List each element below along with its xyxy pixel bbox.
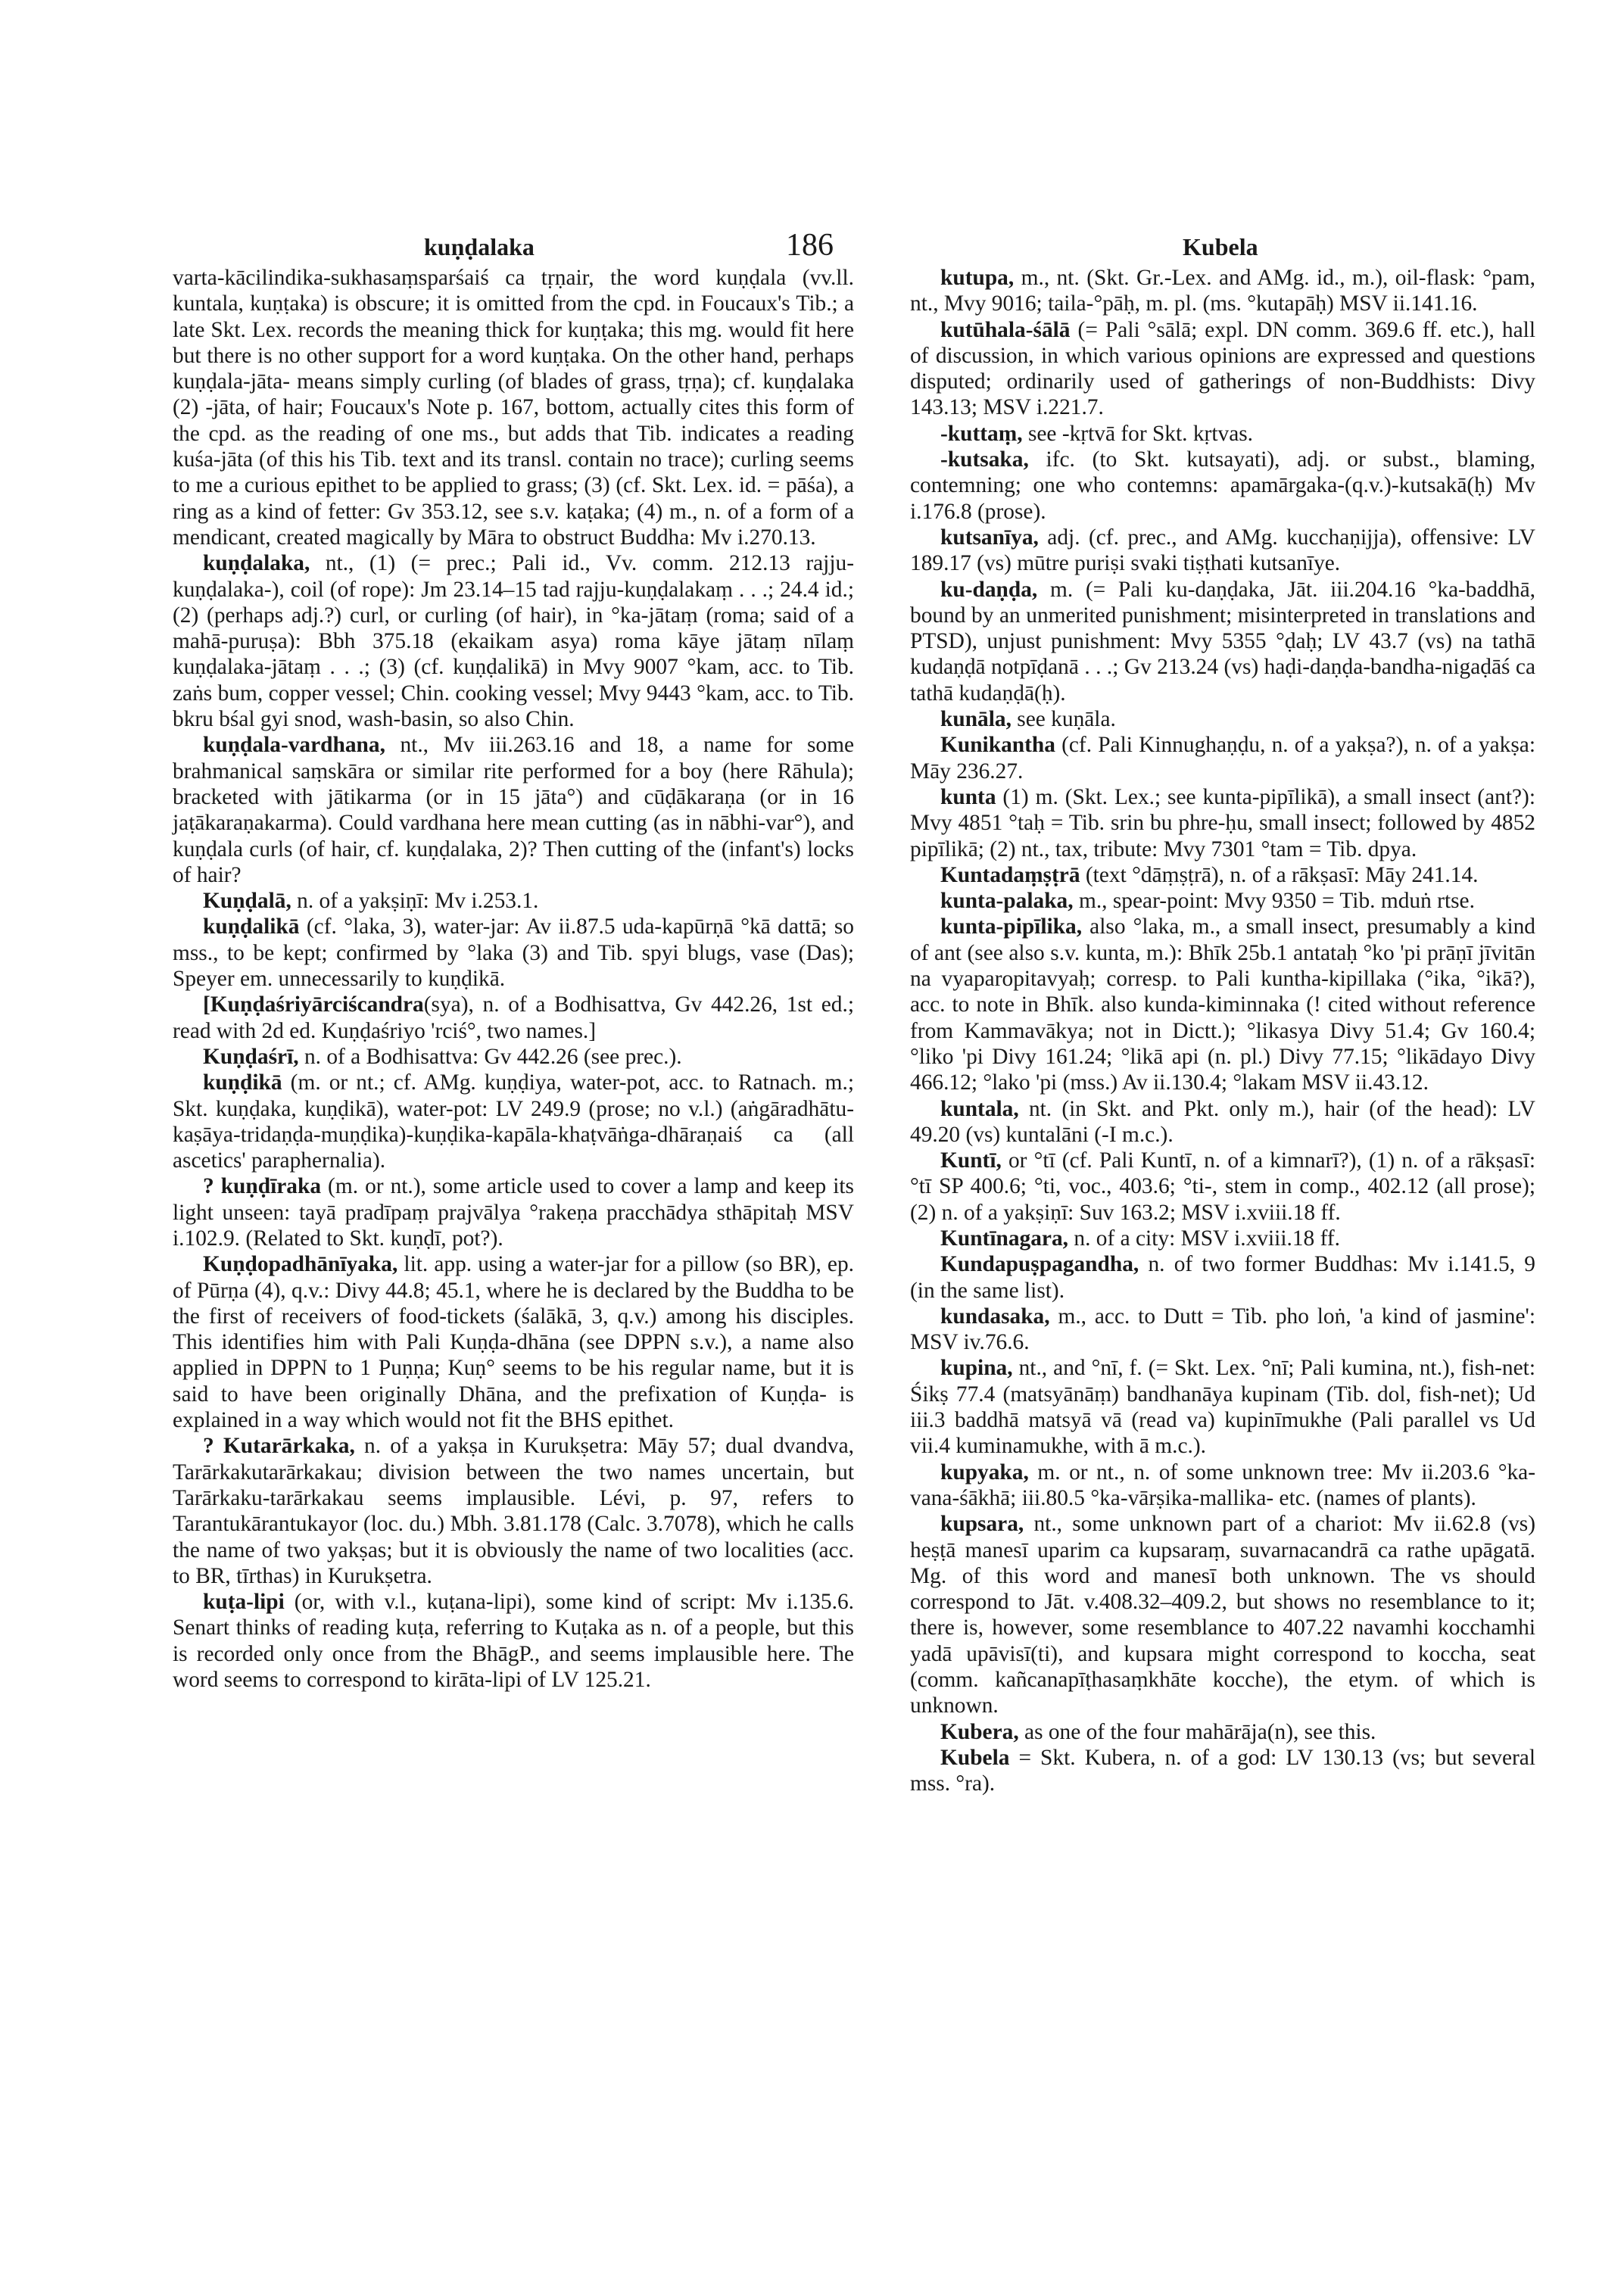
dictionary-entry [173, 550, 854, 732]
entry-headword: kupina, [940, 1356, 1013, 1381]
dictionary-entry [910, 1251, 1535, 1304]
dictionary-entry [910, 1719, 1535, 1745]
entry-text: see kuṇāla. [1011, 707, 1116, 732]
entry-text: n. of a yakṣa in Kurukṣetra: Māy 57; dual dvandva, Tarārkakutarārkakau; division between the two names uncertain, but Tarārkaku-tarārkakau seems implausible. Lévi, p. 97, refers to Tarantukārantukayor (loc. du.) Mbh. 3.81.178 (Calc. 3.7078), which he calls the name of two yakṣas; but it is obviously the name of two localities (acc. to BR, tīrthas) in Kurukṣetra. [173, 1434, 854, 1588]
entry-headword: Kuntadaṃṣṭrā [940, 862, 1080, 887]
dictionary-entry [173, 1433, 854, 1589]
entry-headword: Kuṇḍalā, [203, 889, 291, 914]
running-head-right: Kubela [1183, 233, 1258, 260]
dictionary-entry [173, 992, 854, 1044]
entry-text: as one of the four mahārāja(n), see this. [1018, 1719, 1376, 1744]
entry-headword: Kuntī, [940, 1148, 1002, 1173]
dictionary-entry [910, 265, 1535, 317]
entry-text: n. of a yakṣiṇī: Mv i.253.1. [291, 889, 539, 914]
entry-text: nt., and °nī, f. (= Skt. Lex. °nī; Pali kumina, nt.), fish-net: Śikṣ 77.4 (matsyānāṃ) bandhanāya kupinam (Tib. dol, fish-net); Ud iii.3 baddhā matsyā vā (read va) kupinīmukhe (Pali parallel vs Ud vii.4 kuminamukhe, with ā m.c.). [910, 1356, 1535, 1459]
dictionary-entry [173, 732, 854, 888]
entry-headword: kuṇḍikā [203, 1070, 282, 1095]
entry-headword: Kuṇḍopadhānīyaka, [203, 1252, 398, 1277]
entry-headword: ? kuṇḍīraka [203, 1174, 322, 1199]
entry-text: adj. (cf. prec., and AMg. kucchaṇijja), offensive: LV 189.17 (vs) mūtre puriṣi svaki tiṣṭhati kutsanīye. [910, 525, 1535, 576]
entry-text: (m. or nt.; cf. AMg. kuṇḍiya, water-pot, acc. to Ratnach. m.; Skt. kuṇḍaka, kuṇḍikā), water-pot: LV 249.9 (prose; no v.l.) (aṅgāradhātu-kaṣāya-tridaṇḍa-muṇḍika)-kuṇḍika-kapāla-khaṭvāṅga-dhāraṇaiś ca (all ascetics' paraphernalia). [173, 1070, 854, 1173]
entry-headword: Kunikantha [940, 733, 1055, 758]
entry-text: n. of two former Buddhas: Mv i.141.5, 9 (in the same list). [910, 1252, 1535, 1303]
entry-headword: kunāla, [940, 707, 1011, 732]
entry-headword: kupyaka, [940, 1460, 1029, 1485]
entry-headword: kunta-palaka, [940, 889, 1074, 914]
entry-headword: Kubela [940, 1745, 1010, 1770]
dictionary-entry [173, 914, 854, 992]
dictionary-entry [910, 1745, 1535, 1797]
dictionary-entry [910, 1355, 1535, 1459]
entry-headword: kuṇḍala-vardhana, [203, 733, 385, 758]
entry-text: (text °dāṃṣṭrā), n. of a rākṣasī: Māy 241.14. [1080, 862, 1479, 887]
dictionary-entry [173, 888, 854, 914]
entry-text: nt., (1) (= prec.; Pali id., Vv. comm. 212.13 rajju-kuṇḍalaka-), coil (of rope): Jm 23.14–15 tad rajju-kuṇḍalakaṃ . . .; 24.4 id.; (2) (perhaps adj.?) curl, or curling (of hair), in °ka-jātaṃ (roma; said of a mahā-puruṣa): Bbh 375.18 (ekaikam asya) roma kāye jātaṃ nīlaṃ kuṇḍalaka-jātaṃ . . .; (3) (cf. kuṇḍalikā) in Mvy 9007 °kam, acc. to Tib. zaṅs bum, copper vessel; Chin. cooking vessel; Mvy 9443 °kam, acc. to Tib. bkru bśal gyi snod, wash-basin, so also Chin. [173, 551, 854, 732]
entry-text: (= Pali °sālā; expl. DN comm. 369.6 ff. etc.), hall of discussion, in which various opinions are expressed and questions disputed; ordinarily used of gatherings of non-Buddhists: Divy 143.13; MSV i.221.7. [910, 317, 1535, 420]
dictionary-entry [910, 888, 1535, 914]
entry-headword: kunta [940, 784, 996, 809]
entry-text: = Skt. Kubera, n. of a god: LV 130.13 (vs; but several mss. °ra). [910, 1745, 1535, 1796]
entry-headword: kutupa, [940, 266, 1015, 290]
dictionary-entry [910, 1226, 1535, 1251]
left-column [173, 265, 854, 1693]
dictionary-entry [173, 1044, 854, 1070]
dictionary-entry [910, 706, 1535, 732]
entry-text: lit. app. using a water-jar for a pillow (so BR), ep. of Pūrṇa (4), q.v.: Divy 44.8; 45.1, where he is declared by the Buddha to be the first of receivers of food-tickets (śalākā, 3, q.v.) among his disciples. This identifies him with Pali Kuṇḍa-dhāna (see DPPN s.v.), a name also applied in DPPN to 1 Puṇṇa; Kuṇ° seems to be his regular name, but it is said to have been originally Dhāna, and the prefixation of Kuṇḍa- is explained in a way which would not fit the BHS epithet. [173, 1252, 854, 1433]
entry-headword: ku-daṇḍa, [940, 577, 1038, 602]
dictionary-entry [910, 447, 1535, 525]
right-column [910, 265, 1535, 1797]
dictionary-entry [910, 732, 1535, 784]
entry-headword: kutsanīya, [940, 525, 1039, 550]
entry-text: see -kṛtvā for Skt. kṛtvas. [1022, 421, 1254, 446]
entry-headword: Kubera, [940, 1719, 1019, 1744]
entry-text: nt. (in Skt. and Pkt. only m.), hair (of the head): LV 49.20 (vs) kuntalāni (-I m.c.). [910, 1096, 1535, 1147]
dictionary-entry [910, 577, 1535, 706]
entry-headword: -kutsaka, [940, 447, 1029, 472]
dictionary-entry [173, 1589, 854, 1693]
entry-text: n. of a Bodhisattva: Gv 442.26 (see prec.). [298, 1044, 682, 1069]
entry-headword: kupsara, [940, 1512, 1024, 1537]
entry-text: nt., some unknown part of a chariot: Mv ii.62.8 (vs) heṣṭā manesī uparim ca kupsaraṃ, suvarnacandrā ca rathe upāgatā. Mg. of this word and manesī both unknown. The vs should correspond to Jāt. v.408.32–409.2, but shows no resemblance to it; there is, however, some resemblance to 407.22 navamhi kocchamhi yadā upāvisī(ti), and kupsara might correspond to koccha, seat (comm. kañcanapīṭhasaṃkhāte kocche), the etym. of which is unknown. [910, 1512, 1535, 1718]
dictionary-entry [910, 1460, 1535, 1512]
entry-headword: Kuntīnagara, [940, 1226, 1069, 1251]
dictionary-entry [173, 1173, 854, 1251]
entry-text: (cf. °laka, 3), water-jar: Av ii.87.5 uda-kapūrṇā °kā dattā; so mss., to be kept; confirmed by °laka (3) and Tib. spyi blugs, vase (Das); Speyer em. unnecessarily to kuṇḍikā. [173, 914, 854, 992]
entry-headword: kunta-pipīlika, [940, 914, 1083, 939]
dictionary-entry [910, 1096, 1535, 1148]
entry-headword: ? Kutarārkaka, [203, 1434, 355, 1459]
entry-text: varta-kācilindika-sukhasaṃsparśaiś ca tṛṇair, the word kuṇḍala (vv.ll. kuntala, kuṇṭaka) is obscure; it is omitted from the cpd. in Foucaux's Tib.; a late Skt. Lex. records the meaning thick for kuṇṭaka; this mg. would fit here but there is no other support for a word kuṇṭaka. On the other hand, perhaps kuṇḍala-jāta- means simply curling (of blades of grass, tṛṇa); cf. kuṇḍalaka (2) -jāta, of hair; Foucaux's Note p. 167, bottom, actually cites this form of the cpd. as the reading of one ms., but adds that Tib. indicates a reading kuśa-jāta (of this his Tib. text and its transl. contain no trace); curling seems to me a curious epithet to be applied to grass; (3) (cf. Skt. Lex. id. = pāśa), a ring as a kind of fetter: Gv 353.12, see s.v. kaṭaka; (4) m., n. of a form of a mendicant, created magically by Māra to obstruct Buddha: Mv i.270.13. [173, 266, 854, 550]
dictionary-entry [910, 862, 1535, 888]
entry-text: also °laka, m., a small insect, presumably a kind of ant (see also s.v. kunta, m.): Bhīk 25b.1 antataḥ °ko 'pi prāṇī jīvitān na vyaparopitavyaḥ; corresp. to Pali kuntha-kipillaka (°ika, °ikā?), acc. to note in Bhīk. also kunda-kiminnaka (! cited without reference from Kammavākya; not in Dictt.); °likasya Divy 51.4; Gv 160.4; °liko 'pi Divy 161.24; °likā api (n. pl.) Divy 77.15; °likādayo Divy 466.12; °lako 'pi (mss.) Av ii.130.4; °lakam MSV ii.43.12. [910, 914, 1535, 1095]
entry-text: m. or nt., n. of some unknown tree: Mv ii.203.6 °ka-vana-śākhā; iii.80.5 °ka-vārṣika-mallika- etc. (names of plants). [910, 1460, 1535, 1510]
dictionary-entry [910, 525, 1535, 577]
entry-text: m., spear-point: Mvy 9350 = Tib. mduṅ rtse. [1073, 889, 1475, 914]
entry-text: n. of a city: MSV i.xviii.18 ff. [1068, 1226, 1340, 1251]
entry-text: m., acc. to Dutt = Tib. pho loṅ, 'a kind of jasmine': MSV iv.76.6. [910, 1304, 1535, 1355]
entry-text: (m. or nt.), some article used to cover a lamp and keep its light unseen: tayā pradīpaṃ prajvālya °rakeṇa pracchādya sthāpitaḥ MSV i.102.9. (Related to Skt. kuṇḍī, pot?). [173, 1174, 854, 1251]
dictionary-entry [910, 317, 1535, 421]
entry-text: m., nt. (Skt. Gr.-Lex. and AMg. id., m.), oil-flask: °pam, nt., Mvy 9016; taila-°pāḥ, m. pl. (ms. °kutapāḥ) MSV ii.141.16. [910, 266, 1535, 316]
dictionary-entry [910, 421, 1535, 447]
dictionary-entry [910, 784, 1535, 862]
entry-text: (1) m. (Skt. Lex.; see kunta-pipīlikā), a small insect (ant?): Mvy 4851 °taḥ = Tib. srin bu phre-ḥu, small insect; followed by 4852 pipīlikā; (2) nt., tax, tribute: Mvy 7301 °tam = Tib. dpya. [910, 784, 1535, 861]
entry-text: ifc. (to Skt. kutsayati), adj. or subst., blaming, contemning; one who contemns: apamārgaka-(q.v.)-kutsakā(ḥ) Mv i.176.8 (prose). [910, 447, 1535, 524]
entry-text: (cf. Pali Kinnughaṇḍu, n. of a yakṣa?), n. of a yakṣa: Māy 236.27. [910, 733, 1535, 784]
running-head-left: kuṇḍalaka [424, 233, 535, 260]
entry-headword: kundasaka, [940, 1304, 1050, 1329]
dictionary-entry [173, 1251, 854, 1433]
entry-headword: [Kuṇḍaśriyārciścandra [203, 992, 424, 1017]
entry-headword: kuṇḍalaka, [203, 551, 310, 576]
entry-headword: -kuttaṃ, [940, 421, 1023, 446]
dictionary-entry [910, 1511, 1535, 1718]
dictionary-entry [910, 1148, 1535, 1226]
dictionary-entry [910, 1304, 1535, 1356]
entry-headword: Kundapuṣpagandha, [940, 1252, 1139, 1277]
entry-headword: kuntala, [940, 1096, 1019, 1121]
dictionary-entry [173, 1070, 854, 1173]
entry-text: m. (= Pali ku-daṇḍaka, Jāt. iii.204.16 °ka-baddhā, bound by an unmerited punishment; misinterpreted in translations and PTSD), unjust punishment: Mvy 5355 °ḍaḥ; LV 43.7 (vs) na tathā kudaṇḍā notpīḍanā . . .; Gv 213.24 (vs) haḍi-daṇḍa-bandha-nigaḍāś ca tathā kudaṇḍā(ḥ). [910, 577, 1535, 706]
entry-headword: kuṇḍalikā [203, 914, 300, 939]
dictionary-entry [910, 914, 1535, 1095]
dictionary-entry [173, 265, 854, 550]
entry-text: (sya), n. of a Bodhisattva, Gv 442.26, 1st ed.; read with 2d ed. Kuṇḍaśriyo 'rciś°, two names.] [173, 992, 854, 1043]
entry-text: (or, with v.l., kuṭana-lipi), some kind of script: Mv i.135.6. Senart thinks of reading kuṭa, referring to Kuṭaka as n. of a people, but this is recorded only once from the BhāgP., and seems implausible here. The word seems to correspond to kirāta-lipi of LV 125.21. [173, 1590, 854, 1693]
entry-text: or °tī (cf. Pali Kuntī, n. of a kimnarī?), (1) n. of a rākṣasī: °tī SP 400.6; °ti, voc., 403.6; °ti-, stem in comp., 402.12 (all prose); (2) n. of a yakṣiṇī: Suv 163.2; MSV i.xviii.18 ff. [910, 1148, 1535, 1225]
entry-headword: kutūhala-śālā [940, 317, 1071, 342]
entry-text: nt., Mv iii.263.16 and 18, a name for some brahmanical saṃskāra or similar rite performed for a boy (here Rāhula); bracketed with jātikarma (or in 15 jāta°) and cūḍākaraṇa (or in 16 jaṭākaraṇakarma). Could vardhana here mean cutting (as in nābhi-var°), and kuṇḍala curls (of hair, cf. kuṇḍalaka, 2)? Then cutting of the (infant's) locks of hair? [173, 733, 854, 887]
entry-headword: Kuṇḍaśrī, [203, 1044, 299, 1069]
entry-headword: kuṭa-lipi [203, 1590, 285, 1615]
page-number: 186 [786, 228, 834, 263]
